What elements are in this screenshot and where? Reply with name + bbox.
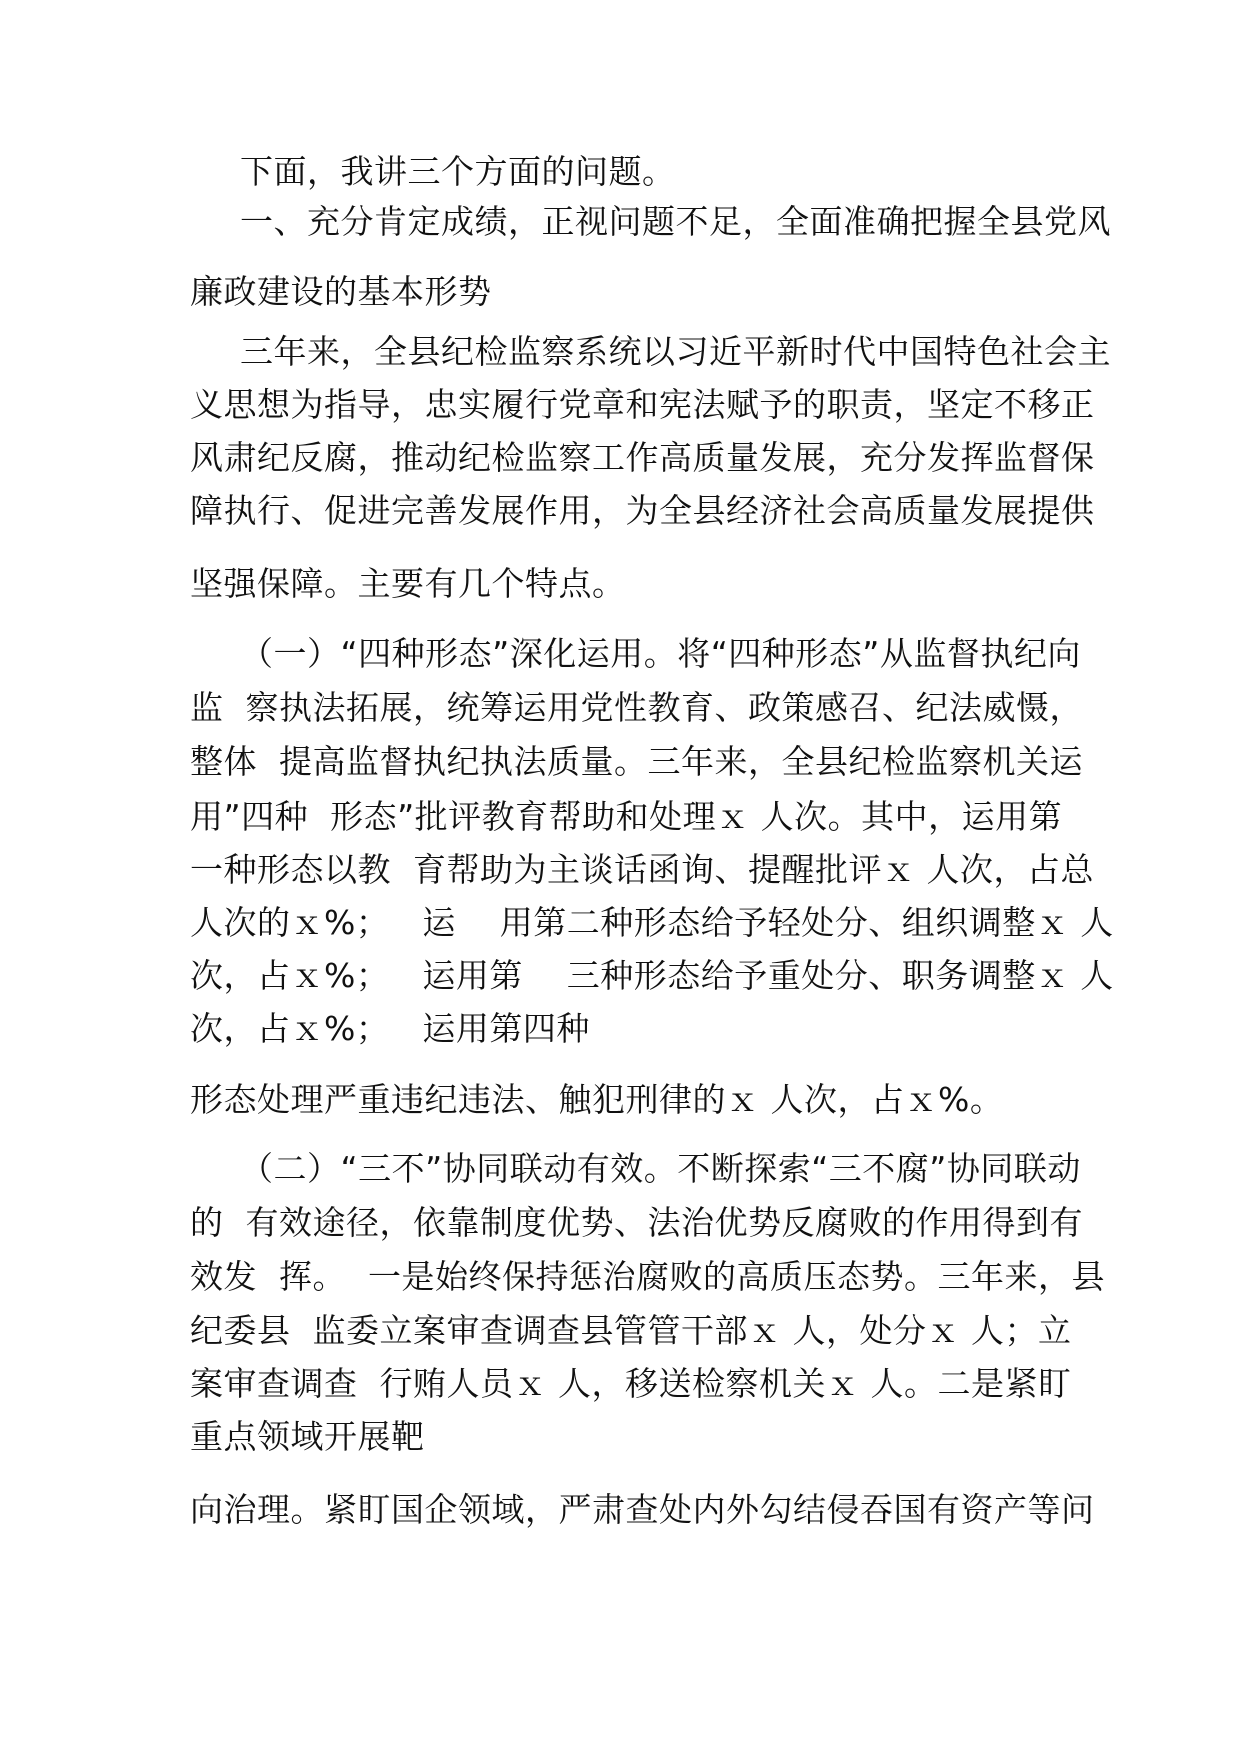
text-line: 整体 提高监督执纪执法质量。三年来，全县纪检监察机关运 [190, 742, 1083, 781]
text-line: 用”四种 形态”批评教育帮助和处理ｘ 人次。其中，运用第 [190, 797, 1063, 836]
text-line: 重点领域开展靶 [190, 1417, 425, 1456]
text-line: 纪委县 监委立案审查调查县管管干部ｘ 人，处分ｘ 人；立 [190, 1311, 1072, 1350]
text-line: 下面，我讲三个方面的问题。 [240, 152, 676, 191]
text-line: 风肃纪反腐，推动纪检监察工作高质量发展，充分发挥监督保 [190, 438, 1095, 477]
text-line: 向治理。紧盯国企领域，严肃查处内外勾结侵吞国有资产等问 [190, 1490, 1095, 1529]
text-line: 监 察执法拓展，统筹运用党性教育、政策感召、纪法威慑， [190, 688, 1083, 727]
text-line: 效发 挥。 一是始终保持惩治腐败的高质压态势。三年来，县 [190, 1257, 1105, 1296]
subsection-line: （一）“四种形态”深化运用。将“四种形态”从监督执纪向 [240, 634, 1081, 673]
text-line: 次，占ｘ%； 运用第 三种形态给予重处分、职务调整ｘ 人 [190, 956, 1114, 995]
text-line: 义思想为指导，忠实履行党章和宪法赋予的职责，坚定不移正 [190, 385, 1095, 424]
text-line: 一种形态以教 育帮助为主谈话函询、提醒批评ｘ 人次，占总 [190, 850, 1094, 889]
text-line: 坚强保障。主要有几个特点。 [190, 564, 626, 603]
section-heading-line: 廉政建设的基本形势 [190, 272, 492, 311]
text-line: 障执行、促进完善发展作用，为全县经济社会高质量发展提供 [190, 491, 1095, 530]
text-line: 形态处理严重违纪违法、触犯刑律的ｘ 人次，占ｘ%。 [190, 1080, 1004, 1119]
text-line: 人次的ｘ%； 运 用第二种形态给予轻处分、组织调整ｘ 人 [190, 903, 1114, 942]
text-line: 案审查调查 行贿人员ｘ 人，移送检察机关ｘ 人。二是紧盯 [190, 1364, 1072, 1403]
section-heading-line: 一、充分肯定成绩，正视问题不足，全面准确把握全县党风 [240, 202, 1111, 241]
text-line: 次，占ｘ%； 运用第四种 [190, 1009, 590, 1048]
text-line: 三年来，全县纪检监察系统以习近平新时代中国特色社会主 [240, 332, 1111, 371]
subsection-line: （二）“三不”协同联动有效。不断探索“三不腐”协同联动 [240, 1149, 1081, 1188]
text-line: 的 有效途径，依靠制度优势、法治优势反腐败的作用得到有 [190, 1203, 1083, 1242]
